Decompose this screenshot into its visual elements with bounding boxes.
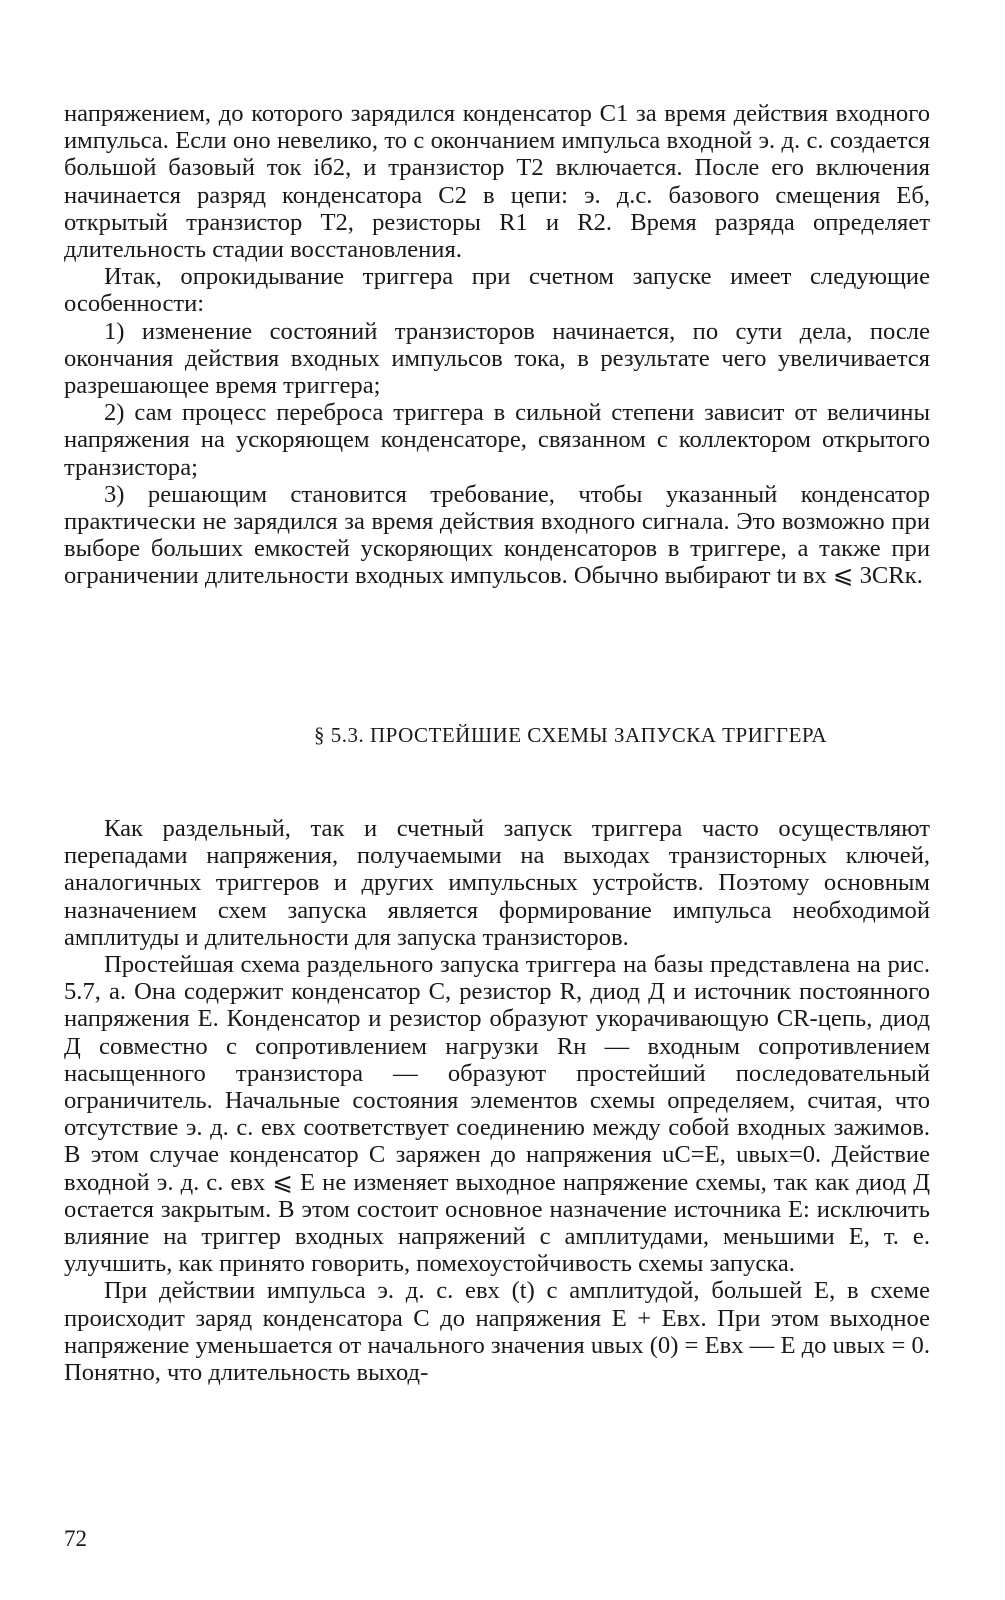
- list-item: 3) решающим становится требование, чтобы указанный конденсатор практически не зарядился за время действия входного сигнала. Это возможно при выборе больших емкостей ускоряющих конденсаторов в триггере, а также при ограничении длительности входных импульсов. Обычно выбирают tи вх ⩽ 3CRк.: [64, 480, 930, 590]
- top-text-block: [64, 100, 930, 590]
- paragraph: напряжением, до которого зарядился конденсатор C1 за время действия входного импульса. Если оно невелико, то с окончанием импульса входной э. д. с. создается большой базовый ток iб2, и транзистор T2 включается. После его включения начинается разряд конденсатора C2 в цепи: э. д.с. базового смещения Eб, открытый транзистор T2, резисторы R1 и R2. Время разряда определяет длительность стадии восстановления.: [64, 100, 930, 264]
- paragraph: Простейшая схема раздельного запуска триггера на базы представлена на рис. 5.7, а. Она содержит конденсатор C, резистор R, диод Д и источник постоянного напряжения E. Конденсатор и резистор образуют укорачивающую CR-цепь, диод Д совместно с сопротивлением нагрузки Rн — входным сопротивлением насыщенного транзистора — образуют простейший последовательный ограничитель. Начальные состояния элементов схемы определяем, считая, что отсутствие э. д. с. eвх соответствует соединению между собой входных зажимов. В этом случае конденсатор C заряжен до напряжения uC=E, uвых=0. Действие входной э. д. с. eвх ⩽ E не изменяет выходное напряжение схемы, так как диод Д остается закрытым. В этом состоит основное назначение источника E: исключить влияние на триггер входных напряжений с амплитудами, меньшими E, т. е. улучшить, как принято говорить, помехоустойчивость схемы запуска.: [64, 951, 930, 1278]
- page-number: 72: [64, 1526, 87, 1551]
- section-heading: § 5.3. ПРОСТЕЙШИЕ СХЕМЫ ЗАПУСКА ТРИГГЕРА: [314, 723, 828, 747]
- paragraph: Итак, опрокидывание триггера при счетном запуске имеет следующие особенности:: [64, 263, 930, 318]
- paragraph: Как раздельный, так и счетный запуск триггера часто осуществляют перепадами напряжения, получаемыми на выходах транзисторных ключей, аналогичных триггеров и других импульсных устройств. Поэтому основным назначением схем запуска является формирование импульса необходимой амплитуды и длительности для запуска транзисторов.: [64, 815, 930, 951]
- list-item: 1) изменение состояний транзисторов начинается, по сути дела, после окончания действия входных импульсов тока, в результате чего увеличивается разрешающее время триггера;: [64, 317, 930, 400]
- paragraph: При действии импульса э. д. с. eвх (t) с амплитудой, большей E, в схеме происходит заряд конденсатора C до напряжения E + Eвх. При этом выходное напряжение уменьшается от начального значения uвых (0) = Eвх — E до uвых = 0. Понятно, что длительность выход-: [64, 1277, 930, 1387]
- bottom-text-block: [64, 815, 930, 1386]
- list-item: 2) сам процесс переброса триггера в сильной степени зависит от величины напряжения на ускоряющем конденсаторе, связанном с коллектором открытого транзистора;: [64, 399, 930, 481]
